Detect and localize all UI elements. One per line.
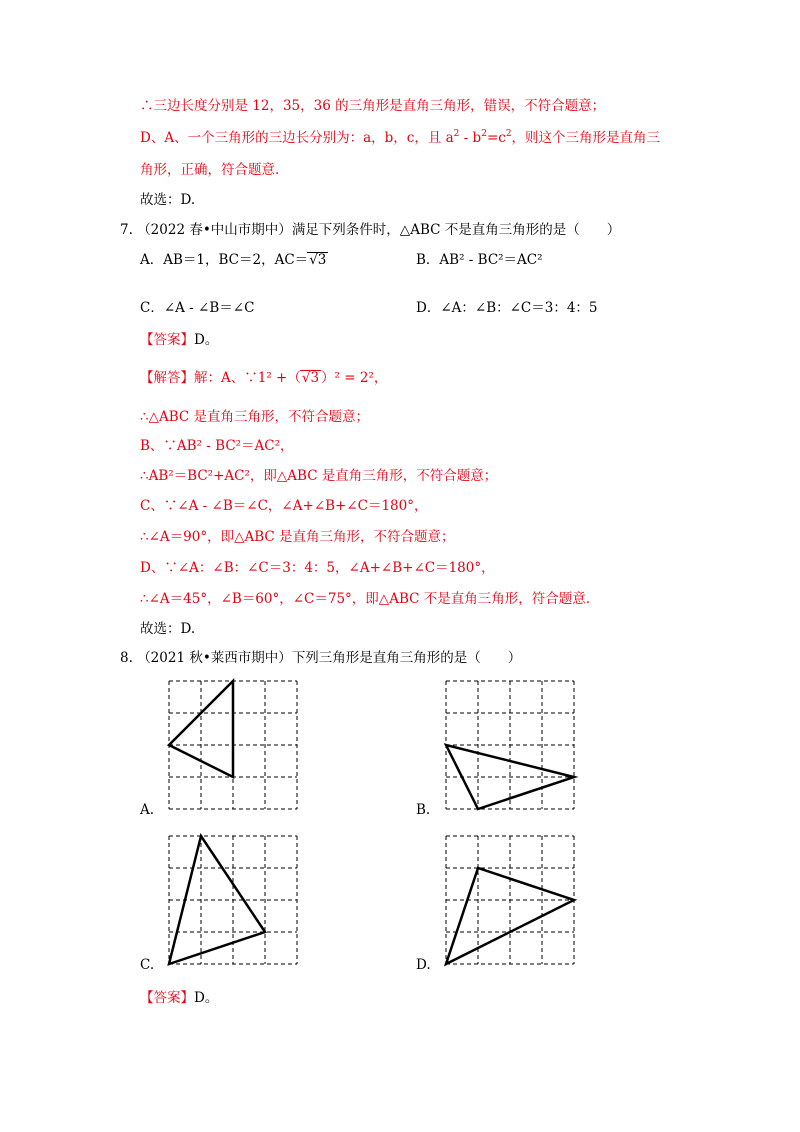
q7-source: （2022 春•中山市期中） — [137, 222, 292, 238]
q8-label-b: B. — [416, 802, 431, 818]
q7-option-d[interactable]: D．∠A：∠B：∠C＝3：4：5 — [416, 300, 598, 316]
q7-analysis-line-2: ∴△ABC 是直角三角形，不符合题意； — [140, 409, 370, 425]
q8-label-a: A. — [140, 802, 155, 818]
prev-solution-line-1: ∴三边长度分别是 12，35，36 的三角形是直角三角形，错误，不符合题意； — [140, 98, 606, 114]
q7-analysis-line-8: ∴∠A＝45°，∠B＝60°，∠C＝75°，即△ABC 不是直角三角形，符合题意. — [140, 591, 591, 607]
q7-stem: 7. （2022 春•中山市期中）满足下列条件时，△ABC 不是直角三角形的是（ ） — [120, 222, 621, 238]
q8-label-d: D. — [416, 957, 431, 973]
q7-analysis-line-1: 【解答】解：A、∵1² +（√3 ）² = 2²， — [140, 370, 388, 386]
q8-figure-b[interactable] — [443, 678, 581, 816]
q7-analysis-line-5: C、∵∠A - ∠B＝∠C，∠A+∠B+∠C＝180°， — [140, 498, 428, 514]
prev-solution-line-2: D、A、一个三角形的三边长分别为：a，b，c，且 $a^2 - b^2=c^2$，则这个三角形是直角三 — [140, 129, 661, 146]
q7-option-a[interactable]: A．AB＝1，BC＝2，AC＝√3 — [140, 252, 327, 268]
q7-analysis-choice: 故选：D. — [140, 621, 196, 637]
q8-figure-a[interactable] — [166, 678, 304, 816]
q8-stem: 8. （2021 秋•莱西市期中）下列三角形是直角三角形的是（ ） — [120, 650, 522, 666]
q8-source: （2021 秋•莱西市期中） — [137, 650, 292, 666]
prev-solution-choice: 故选：D. — [140, 192, 196, 208]
q7-analysis-line-7: D、∵∠A：∠B：∠C＝3：4：5，∠A+∠B+∠C＝180°， — [140, 560, 495, 576]
q7-answer: 【答案】D。 — [140, 332, 219, 348]
q7-analysis-line-4: ∴AB²＝BC²+AC²，即△ABC 是直角三角形，不符合题意； — [140, 468, 498, 484]
q8-answer: 【答案】D。 — [140, 990, 219, 1006]
q7-analysis-line-3: B、∵AB² - BC²＝AC²， — [140, 438, 294, 454]
prev-solution-line-3: 角形，正确，符合题意. — [140, 162, 280, 178]
q8-label-c: C. — [140, 957, 155, 973]
q7-analysis-line-6: ∴∠A＝90°，即△ABC 是直角三角形，不符合题意； — [140, 529, 455, 545]
q7-option-b[interactable]: B．AB² - BC²＝AC² — [416, 252, 543, 268]
q8-figure-d[interactable] — [443, 833, 581, 971]
q8-figure-c[interactable] — [166, 833, 304, 971]
q7-option-c[interactable]: C．∠A - ∠B＝∠C — [140, 300, 255, 316]
